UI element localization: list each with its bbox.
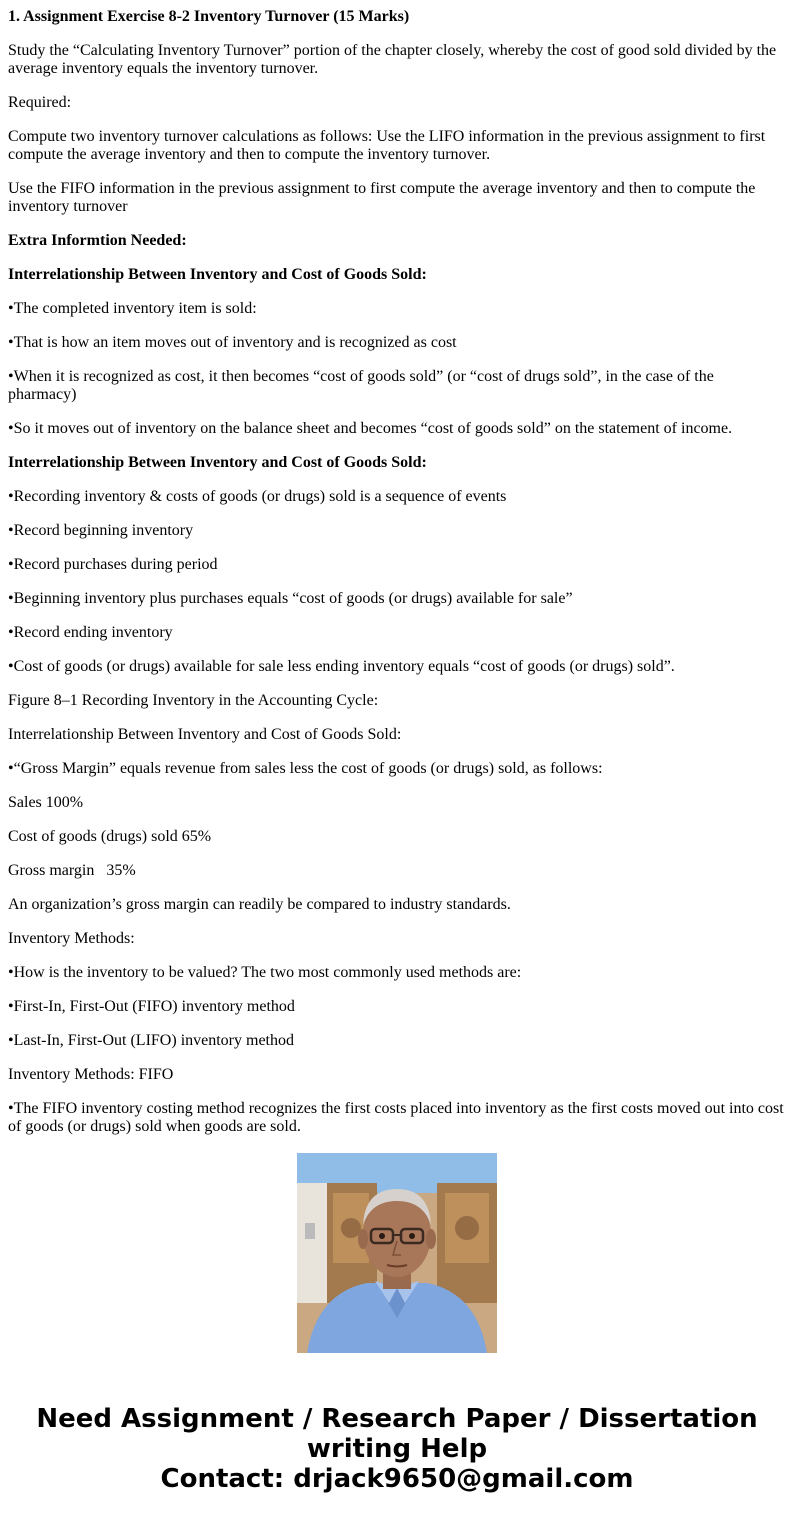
paragraph: •Beginning inventory plus purchases equals “cost of goods (or drugs) available for sale” — [8, 590, 573, 607]
paragraph: •The completed inventory item is sold: — [8, 300, 257, 317]
paragraph: •Cost of goods (or drugs) available for sale less ending inventory equals “cost of goods (or drugs) sold”. — [8, 658, 675, 675]
section-heading: 1. Assignment Exercise 8-2 Inventory Turnover (15 Marks) — [8, 8, 410, 25]
paragraph: •“Gross Margin” equals revenue from sales less the cost of goods (or drugs) sold, as follows: — [8, 760, 603, 777]
paragraph: •Record beginning inventory — [8, 522, 194, 539]
author-portrait-image — [297, 1153, 497, 1353]
paragraph: •Record purchases during period — [8, 556, 218, 573]
promo-contact-line: Contact: drjack9650@gmail.com — [160, 1464, 634, 1494]
paragraph: •First-In, First-Out (FIFO) inventory method — [8, 998, 295, 1015]
paragraph: Figure 8–1 Recording Inventory in the Accounting Cycle: — [8, 692, 379, 709]
paragraph: Inventory Methods: — [8, 930, 135, 947]
paragraph: •That is how an item moves out of inventory and is recognized as cost — [8, 334, 457, 351]
section-heading: Extra Informtion Needed: — [8, 232, 187, 249]
paragraph: Gross margin 35% — [8, 862, 136, 879]
paragraph: •So it moves out of inventory on the balance sheet and becomes “cost of goods sold” on the statement of income. — [8, 420, 733, 437]
paragraph: Cost of goods (drugs) sold 65% — [8, 828, 212, 845]
paragraph: •When it is recognized as cost, it then becomes “cost of goods sold” (or “cost of drugs sold”, in the case of the pharmacy) — [8, 368, 714, 403]
promo-line-2: writing Help — [306, 1434, 488, 1464]
paragraph: Sales 100% — [8, 794, 84, 811]
paragraph: Required: — [8, 94, 72, 111]
paragraph: •Record ending inventory — [8, 624, 173, 641]
paragraph: •Last-In, First-Out (LIFO) inventory method — [8, 1032, 294, 1049]
paragraph: •How is the inventory to be valued? The two most commonly used methods are: — [8, 964, 522, 981]
paragraph: Compute two inventory turnover calculations as follows: Use the LIFO information in the previous assignment to first compute the average inventory and then to compute the inventory turnover. — [8, 128, 766, 163]
paragraph: Study the “Calculating Inventory Turnover” portion of the chapter closely, whereby the cost of good sold divided by the average inventory equals the inventory turnover. — [8, 42, 777, 77]
paragraph: •Recording inventory & costs of goods (or drugs) sold is a sequence of events — [8, 488, 507, 505]
paragraph: Inventory Methods: FIFO — [8, 1066, 174, 1083]
author-avatar — [297, 1153, 497, 1353]
promo-line-1: Need Assignment / Research Paper / Dissertation — [36, 1404, 758, 1434]
section-heading: Interrelationship Between Inventory and Cost of Goods Sold: — [8, 266, 427, 283]
paragraph: •The FIFO inventory costing method recognizes the first costs placed into inventory as the first costs moved out into cost of goods (or drugs) sold when goods are sold. — [8, 1100, 784, 1135]
paragraph: An organization’s gross margin can readily be compared to industry standards. — [8, 896, 511, 913]
promo-banner — [0, 1404, 794, 1494]
assignment-document — [8, 0, 786, 1135]
paragraph: Interrelationship Between Inventory and Cost of Goods Sold: — [8, 726, 402, 743]
paragraph: Use the FIFO information in the previous assignment to first compute the average inventory and then to compute the inventory turnover — [8, 180, 756, 215]
section-heading: Interrelationship Between Inventory and Cost of Goods Sold: — [8, 454, 427, 471]
